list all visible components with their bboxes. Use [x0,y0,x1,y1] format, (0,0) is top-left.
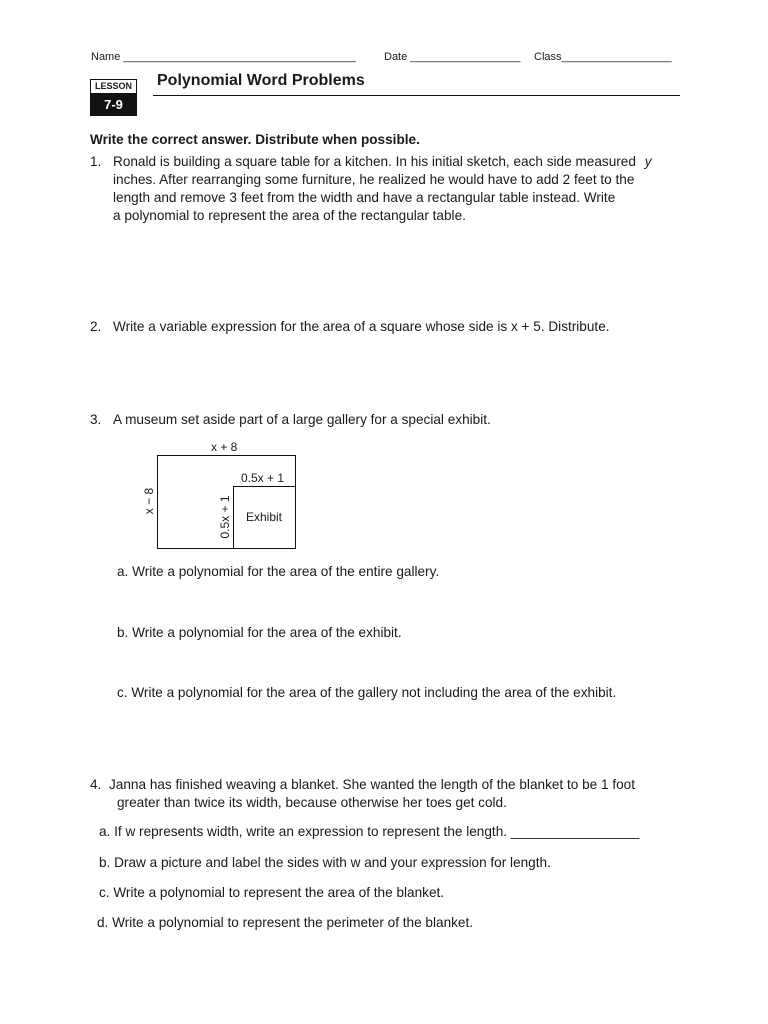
lesson-number: 7-9 [90,94,137,116]
name-field[interactable]: Name ______________________________________ [91,51,356,63]
exhibit-label: Exhibit [246,510,283,524]
q3-part-b: b. Write a polynomial for the area of the exhibit. [117,625,402,640]
q4-part-d: d. Write a polynomial to represent the perimeter of the blanket. [97,915,474,930]
page-title: Polynomial Word Problems [157,72,365,89]
instructions: Write the correct answer. Distribute when possible. [90,132,420,147]
lesson-label: LESSON [90,79,137,94]
class-field[interactable]: Class__________________ [534,51,672,63]
gallery-width-label: x + 8 [211,440,238,454]
exhibit-height-label: 0.5x + 1 [218,495,232,539]
exhibit-width-label: 0.5x + 1 [241,471,285,485]
q4-part-a: a. If w represents width, write an expression to represent the length. _________________ [99,824,640,839]
date-field[interactable]: Date __________________ [384,51,521,63]
q4-line-1: Janna has finished weaving a blanket. She wanted the length of the blanket to be 1 foot [109,777,636,792]
q1-line-1 [113,153,651,171]
q1-variable: y [644,154,652,169]
q1-line-1-text: Ronald is building a square table for a kitchen. In his initial sketch, each side measured [113,154,636,169]
q1-line-4: a polynomial to represent the area of the rectangular table. [113,208,466,223]
q1-line-2: inches. After rearranging some furniture, he realized he would have to add 2 feet to the [113,172,635,187]
q4-line-2: greater than twice its width, because otherwise her toes get cold. [117,795,507,810]
q3-number: 3. [90,412,102,427]
q3-part-c: c. Write a polynomial for the area of the gallery not including the area of the exhibit. [117,685,617,700]
title-rule [153,95,680,96]
q4-part-c: c. Write a polynomial to represent the area of the blanket. [99,885,445,900]
q1-line-3: length and remove 3 feet from the width and have a rectangular table instead. Write [113,190,616,205]
q3-text: A museum set aside part of a large gallery for a special exhibit. [113,412,491,427]
q3-part-a: a. Write a polynomial for the area of the entire gallery. [117,564,440,579]
q2-number: 2. [90,319,102,334]
lesson-badge [90,79,137,117]
q4-number: 4. [90,777,102,792]
q2-text: Write a variable expression for the area of a square whose side is x + 5. Distribute. [113,319,610,334]
q1-number: 1. [90,154,102,169]
gallery-height-label: x − 8 [142,487,156,515]
q4-part-b: b. Draw a picture and label the sides with w and your expression for length. [99,855,551,870]
